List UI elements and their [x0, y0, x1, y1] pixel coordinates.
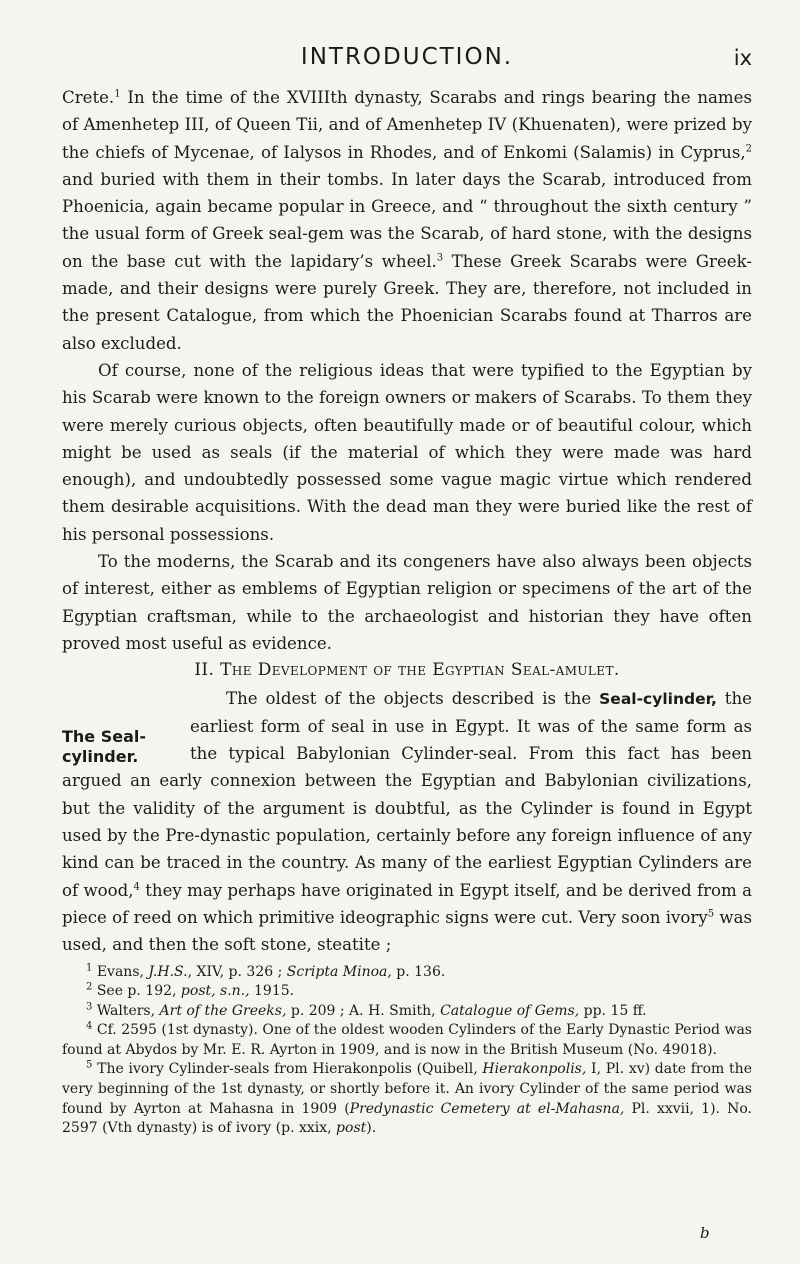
footnote-ref: 2 [745, 143, 752, 155]
bold-term: Seal-cylinder, [599, 689, 717, 708]
paragraph-1: Crete.$^1$ In the time of the XVIIIth dynasty, Scarabs and rings bearing the names of Amenhetep III, of Queen Tii, and of Amenhetep IV (Khuenaten), were prized by the chiefs of Mycenae, of Ialysos in Rhodes, and of Enkomi (Salamis) in Cyprus,$^2$ and buried with them in their tombs. In later days the Scarab, introduced from Phoenicia, again became popular in Greece, and “ throughout the sixth century ” the usual form of Greek seal-gem was the Scarab, of hard stone, with the designs on the base cut with the lapidary’s wheel.$^3$ These Greek Scarabs were Greek-made, and their designs were purely Greek. They are, therefore, not included in the present Catalogue, from which the Phoenician Scarabs found at Tharros are also excluded. [62, 88, 752, 353]
paragraph-3: To the moderns, the Scarab and its congeners have also always been objects of interest, either as emblems of Egyptian religion or specimens of the art of the Egyptian craftsman, while to the archaeologist and historian they have often proved most useful as evidence. [62, 552, 752, 653]
body-text [62, 84, 752, 1139]
paragraph-4: The oldest of the objects described is the Seal-cylinder, the earliest form of seal in use in Egypt. It was of the same form as the typical Babylonian Cylinder-seal. From this fact has been argued an early connexion between the Egyptian and Babylonian civilizations, but the validity of the argument is doubtful, as the Cylinder is found in Egypt used by the Pre-dynastic population, certainly before any foreign influence of any kind can be traced in the country. As many of the earliest Egyptian Cylinders are of wood,$^4$ they may perhaps have originated in Egypt itself, and be derived from a piece of reed on which primitive ideographic signs were cut. Very soon ivory$^5$ was used, and then the soft stone, steatite ; [62, 688, 753, 955]
running-head [62, 44, 752, 78]
footnotes [62, 963, 752, 1139]
footnote-ref: 3 [436, 252, 444, 264]
footnote-5: $^5$ The ivory Cylinder-seals from Hierakonpolis (Quibell, Hierakonpolis, I, Pl. xv) date from the very beginning of the 1st dynasty, or shortly before it. An ivory Cylinder of the same period was found by Ayrton at Mahasna in 1909 (Predynastic Cemetery at el-Mahasna, Pl. xxvii, 1). No. 2597 (Vth dynasty) is of ivory (p. xxix, post). [62, 1059, 752, 1137]
section-heading [62, 657, 752, 684]
footnote-ref: 4 [133, 881, 140, 893]
page-number: ix [733, 46, 752, 70]
page-title: INTRODUCTION. [300, 44, 514, 70]
footnote-ref: 1 [114, 88, 121, 100]
footnote-4: $^4$ Cf. 2595 (1st dynasty). One of the oldest wooden Cylinders of the Early Dynastic Period was found at Abydos by Mr. E. R. Ayrton in 1909, and is now in the British Museum (No. 49018). [62, 1020, 752, 1058]
footnote-2: $^2$ See p. 192, post, s.n., 1915. [86, 981, 295, 1000]
margin-note: The Seal-cylinder. [62, 726, 147, 766]
section-title: The Development of the Egyptian Seal-amulet. [220, 660, 620, 681]
footnote-1: $^1$ Evans, J.H.S., XIV, p. 326 ; Scripta Minoa, p. 136. [86, 961, 446, 980]
paragraph-2: Of course, none of the religious ideas that were typified to the Egyptian by his Scarab were known to the foreign owners or makers of Scarabs. To them they were merely curious objects, often beautifully made or of beautiful colour, which might be used as seals (if the material of which they were made was hard enough), and undoubtedly possessed some vague magic virtue which rendered them desirable acquisitions. With the dead man they were buried like the rest of his personal possessions. [62, 360, 752, 544]
footnote-ref: 5 [707, 908, 715, 920]
section-number: II. [194, 660, 215, 681]
signature-mark: b [700, 1224, 710, 1242]
footnote-3: $^3$ Walters, Art of the Greeks, p. 209 ; A. H. Smith, Catalogue of Gems, pp. 15 ff. [86, 1001, 647, 1019]
